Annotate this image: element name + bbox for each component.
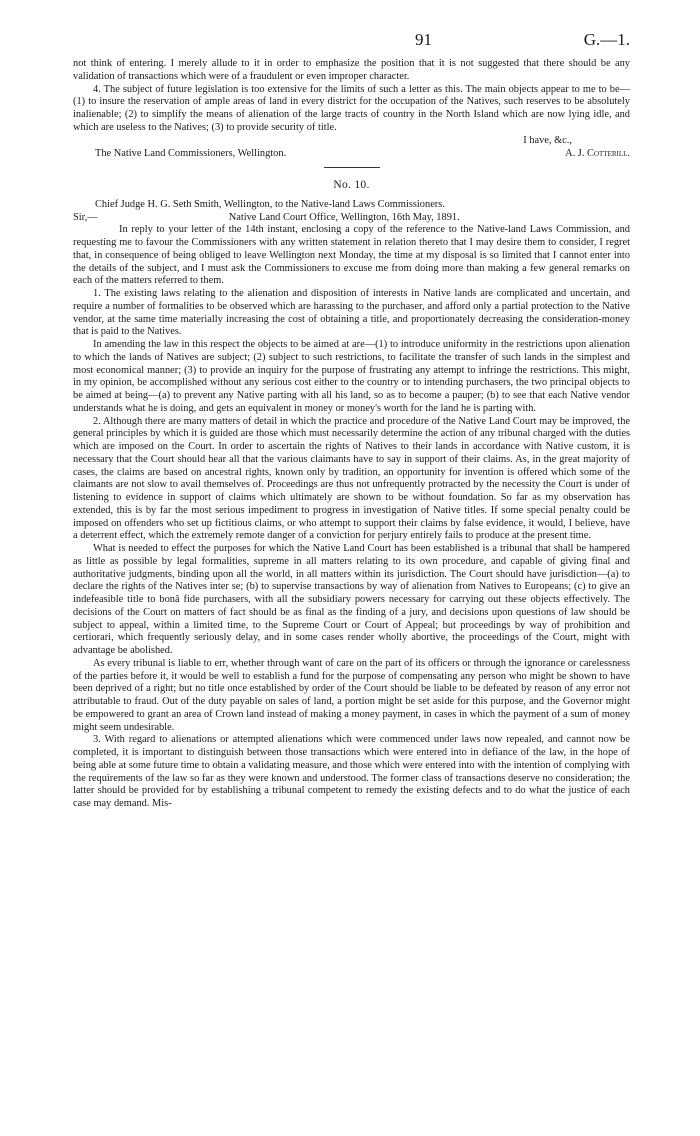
document-body <box>73 58 630 811</box>
signature: A. J. Cotterill. <box>565 148 630 160</box>
section-divider <box>324 167 380 168</box>
letter-paragraph: In amending the law in this respect the objects to be aimed at are—(1) to introduce uniformity in the restrictions upon alienation to which the lands of Natives are subject; (2) subject to such restrictions, to facilitate the transfer of such lands in the simplest and most economical manner; (3) to provide an inquiry for the purpose of frustrating any attempt to infringe the restrictions. This might, in my opinion, be accomplished without any serious cost either to the country or to intending purchasers, the two principal objects to be aimed at being—(a) to prevent any Native parting with all his land, so as to become a pauper; (b) to see that each Native vendor understands what he is doing, and gets an equivalent in money or money's worth for the land he is parting with. <box>73 339 630 414</box>
letter-heading: Chief Judge H. G. Seth Smith, Wellington, to the Native-land Laws Commissioners. <box>95 198 445 210</box>
letter-paragraph: As every tribunal is liable to err, whether through want of care on the part of its officers or through the ignorance or carelessness of the parties before it, it would be well to establish a fund for the purpose of compensating any person who might be shown to have been deprived of a right; but no title once established by order of the Court should be liable to be defeated by reason of any error not attributable to fraud. Out of the duty payable on sales of land, a portion might be set aside for this purpose, and the Governor might be empowered to grant an area of Crown land instead of making a money payment, in cases in which the payment of a sum of money might seem undesirable. <box>73 657 630 733</box>
letter-paragraph: In reply to your letter of the 14th instant, enclosing a copy of the reference to the Native-land Laws Commission, and requesting me to favour the Commissioners with any written statement in relation thereto that I may desire them to consider, I regret that, in consequence of being obliged to leave Wellington next Monday, the time at my disposal is so limited that I cannot enter into the details of the subject, and I must ask the Commissioners to excuse me from doing more than making a few general remarks on each of the matters referred to them. <box>73 224 630 287</box>
page-header <box>73 0 630 58</box>
salutation-row <box>73 212 630 225</box>
letter-paragraph: 2. Although there are many matters of detail in which the practice and procedure of the Native Land Court may be improved, the general principles by which it is guided are those which must necessarily determine the action of any tribunal charged with the duties which are imposed on the Court. In order to ascertain the rights of Natives to their lands in accordance with Native custom, it is necessary that the Court should hear all that the various claimants have to say in support of their claims. As, in the great majority of cases, the claims are based on ancestral rights, known only by tradition, an opportunity for invention is offered which some of the claimants are not slow to avail themselves of. Proceedings are thus not unfrequently protracted by the necessity the Court is under of listening to evidence in support of claims which ultimately are shown to be without foundation. So far as my observation has extended, this is by far the most serious impediment to progress in investigation of Native titles. If some special penalty could be imposed on offenders who set up fictitious claims, or who attempt to support their claims by false evidence, it would, I believe, have a deterrent effect, which the extremely remote danger of a conviction for perjury entirely fails to produce at the present time. <box>73 415 630 542</box>
salutation: Sir,— <box>73 211 98 223</box>
letter-paragraph: 3. With regard to alienations or attempted alienations which were commenced under laws now repealed, and cannot now be completed, it is important to distinguish between those transactions which were entered into in defiance of the law, in the hope of being able at some future time to obtain a validating measure, and those which were entered into with the intention of complying with the requirements of the law so far as they were known and understood. The former class of transactions deserve no consideration; the latter should be provided for by establishing a tribunal competent to remedy the existing defects and to do what the justice of each case may demand. Mis- <box>73 734 630 809</box>
letter-paragraph: What is needed to effect the purposes for which the Native Land Court has been established is a tribunal that shall be hampered as little as possible by legal formalities, supreme in all matters relating to its own procedure, and capable of giving final and authoritative judgments, binding upon all the world, in all matters within its jurisdiction. The Court should have jurisdiction—(a) to declare the rights of the Natives inter se; (b) to supervise transactions by way of alienation from Natives to Europeans; (c) to give an indefeasible title to bonâ fide purchasers, with all the subsidiary powers necessary for carrying out these objects effectively. The decisions of the Court on matters of fact should be as final as the finding of a jury, and decisions upon questions of law should be subject to appeal, within a limited time, to the Supreme Court or Court of Appeal; but proceedings by way of prohibition and certiorari, which frequently seriously delay, and in some cases render wholly abortive, the proceedings of the Court, might with advantage be abolished. <box>73 543 630 656</box>
paper-reference: G.—1. <box>583 30 630 49</box>
signature-block <box>73 148 630 161</box>
closing-line: I have, &c., <box>523 134 572 146</box>
letter-paragraph: 1. The existing laws relating to the alienation and disposition of interests in Native lands are complicated and uncertain, and require a number of formalities to be observed which are harassing to the purchaser, and afford only a partial protection to the Native vendor, at the same time materially increasing the cost of obtaining a title, and proportionately decreasing the consideration-money that is paid to the Natives. <box>73 288 630 338</box>
page-number: 91 <box>415 30 432 49</box>
paragraph-future-legislation: 4. The subject of future legislation is too extensive for the limits of such a letter as this. The main objects appear to me to be—(1) to insure the reservation of ample areas of land in every district for the occupation of the Natives, such reserves to be absolutely inalienable; (2) to simplify the means of alienation of the large tracts of country in the North Island which are now lying idle, and which are useless to the Natives; (3) to provide security of title. <box>73 83 630 133</box>
letter-number: No. 10. <box>333 179 370 191</box>
continuation-paragraph: not think of entering. I merely allude to it in order to emphasize the position that it is not suggested that there should be any validation of transactions which were of a fraudulent or even improper character. <box>73 58 630 82</box>
letter-address: Native Land Court Office, Wellington, 16th May, 1891. <box>228 211 460 223</box>
recipient-line: The Native Land Commissioners, Wellington. <box>95 148 287 160</box>
